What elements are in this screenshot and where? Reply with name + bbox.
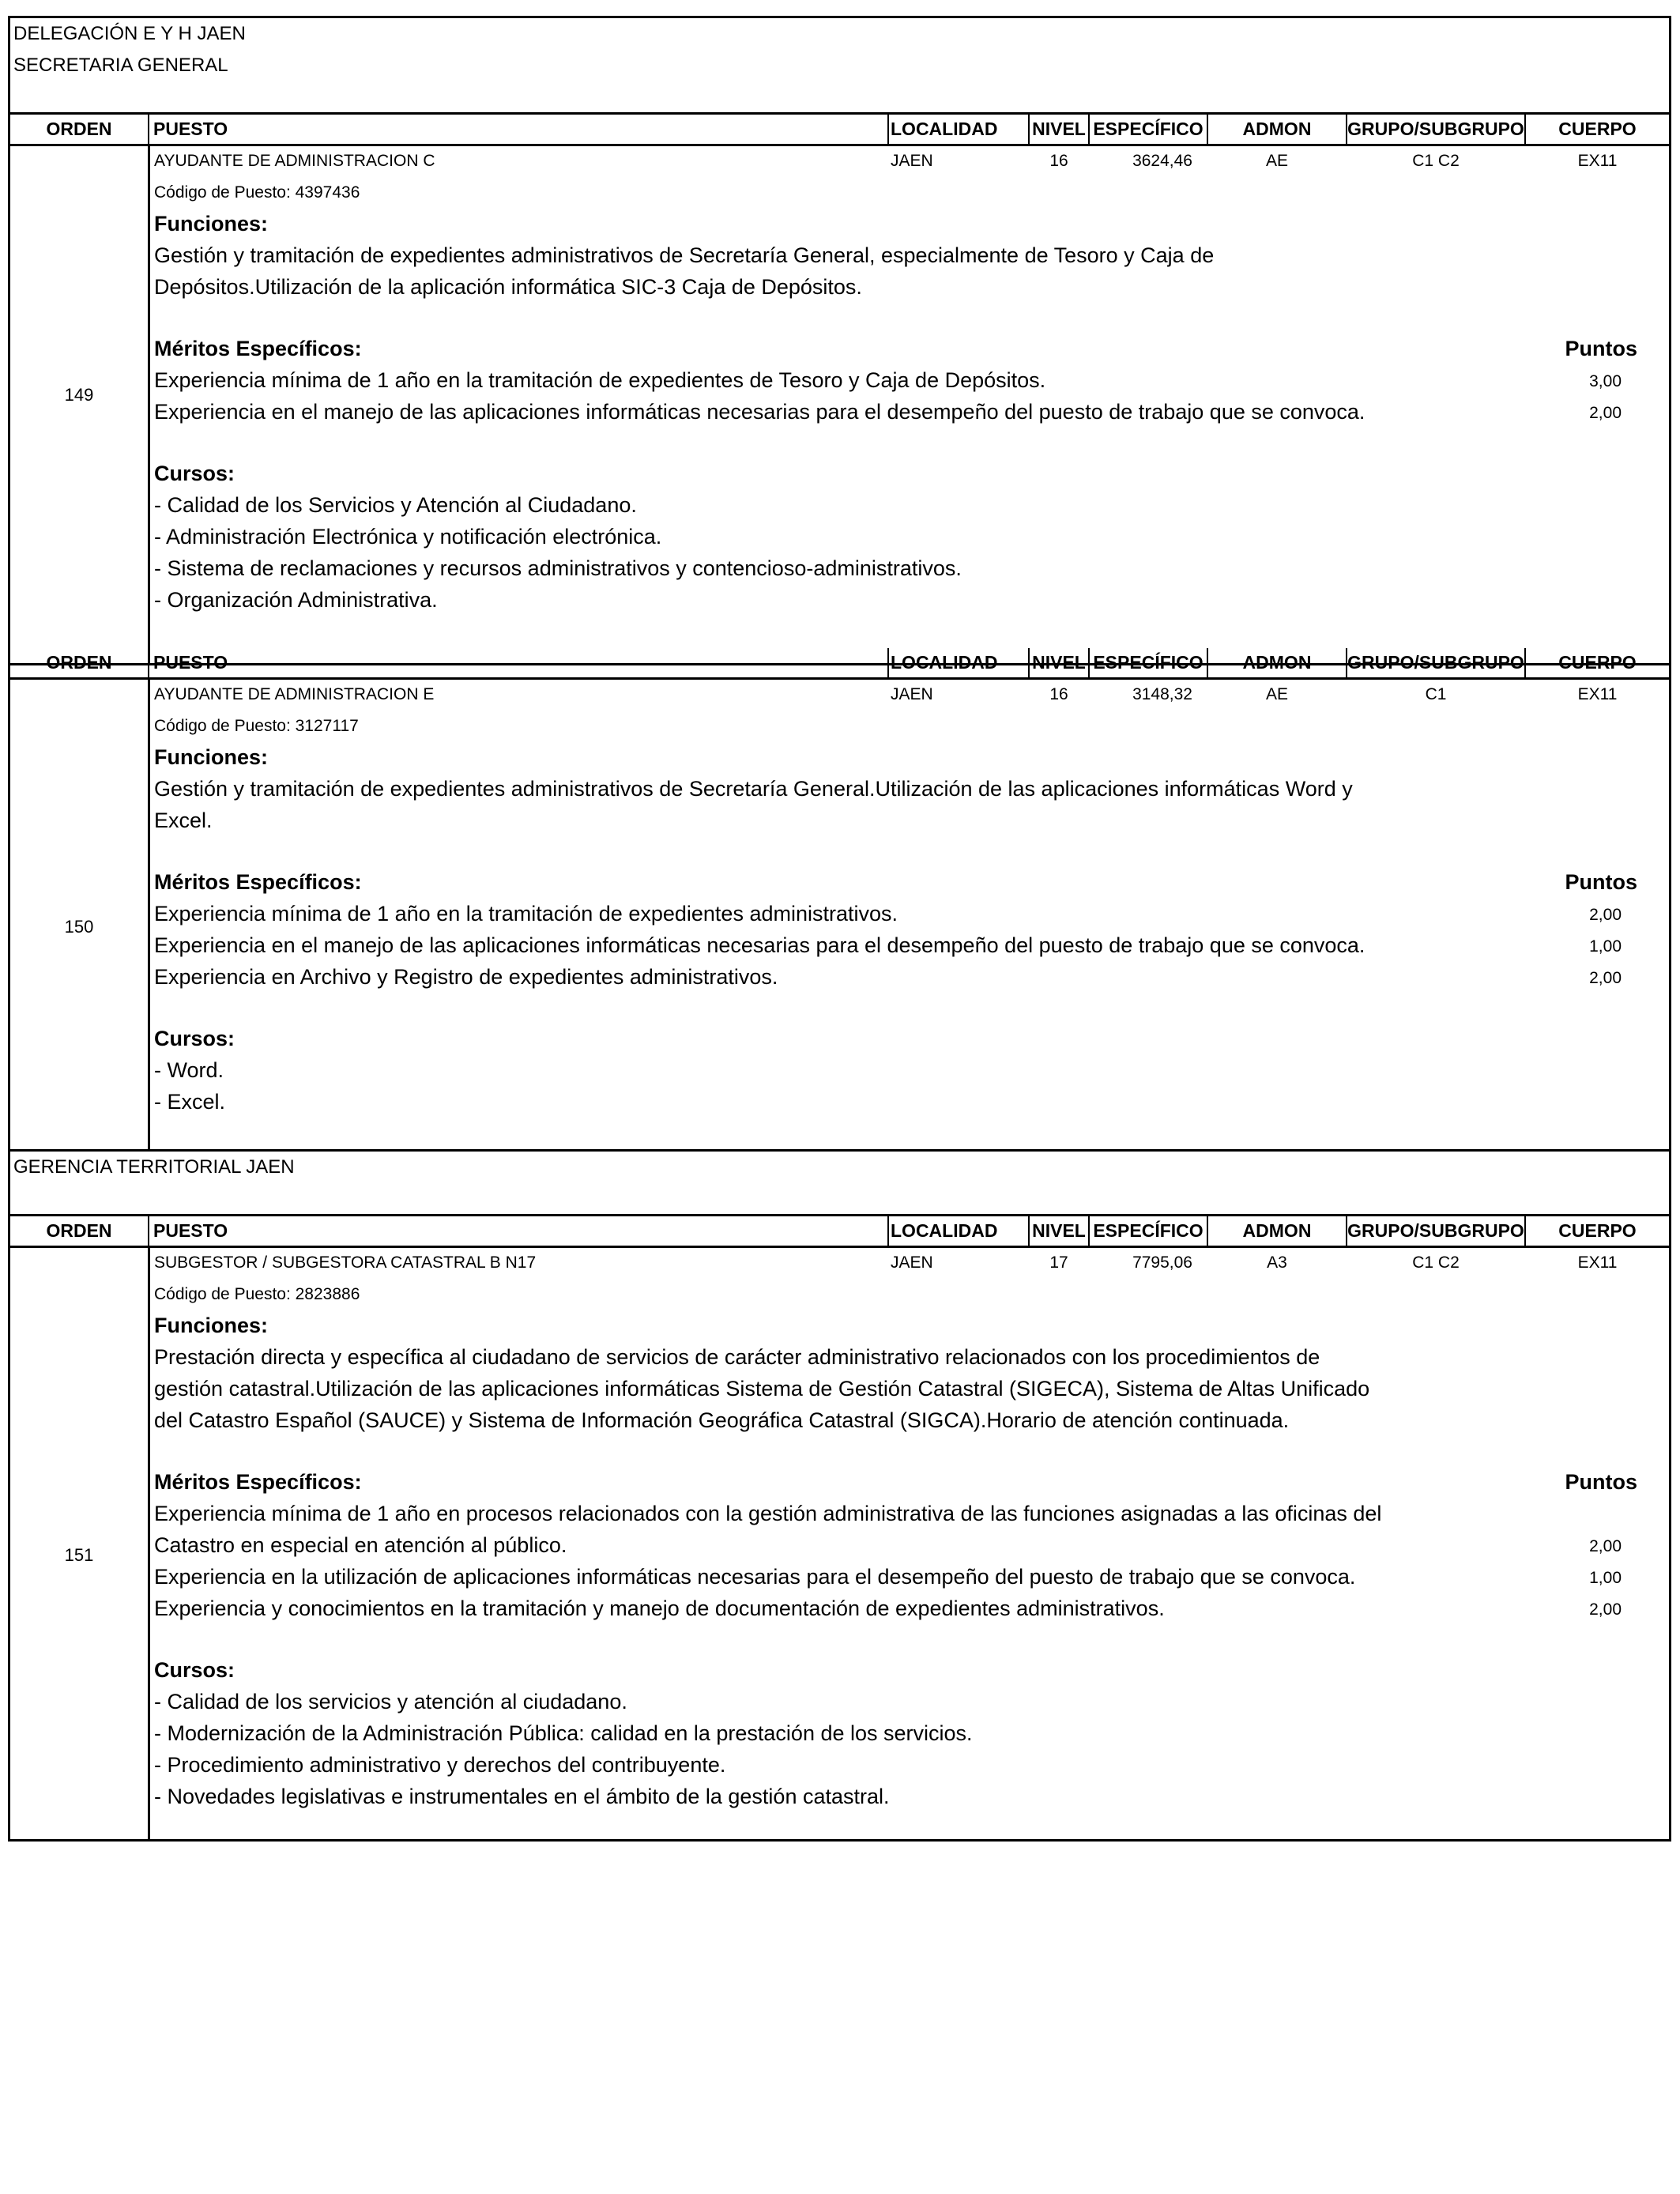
col-cuerpo: CUERPO xyxy=(1558,1220,1637,1241)
col-puesto: PUESTO xyxy=(153,119,228,139)
merito-points: 3,00 xyxy=(1589,372,1622,390)
curso-item: - Modernización de la Administración Pública: calidad en la prestación de los servicios. xyxy=(154,1721,973,1745)
merito-line: Experiencia en el manejo de las aplicaciones informáticas necesarias para el desempeño del puesto de trabajo que se convoca. xyxy=(154,400,1365,424)
col-localidad: LOCALIDAD xyxy=(891,119,998,139)
grupo-value: C1 C2 xyxy=(1412,152,1460,170)
funciones-line: Gestión y tramitación de expedientes administrativos de Secretaría General.Utilización de las aplicaciones informáticas Word y xyxy=(154,777,1353,801)
col-especifico: ESPECÍFICO xyxy=(1093,1220,1203,1241)
col-orden: ORDEN xyxy=(46,1220,112,1241)
merito-points: 2,00 xyxy=(1589,1537,1622,1555)
col-orden: ORDEN xyxy=(46,119,112,139)
especifico-value: 3148,32 xyxy=(1132,685,1192,703)
especifico-value: 7795,06 xyxy=(1132,1253,1192,1272)
localidad-value: JAEN xyxy=(891,685,933,703)
col-admon: ADMON xyxy=(1242,119,1312,139)
nivel-value: 17 xyxy=(1049,1253,1068,1272)
puesto-name: AYUDANTE DE ADMINISTRACION E xyxy=(154,685,435,703)
col-cuerpo: CUERPO xyxy=(1558,652,1637,673)
curso-item: - Word. xyxy=(154,1058,224,1082)
funciones-label: Funciones: xyxy=(154,745,269,769)
puntos-label: Puntos xyxy=(1565,870,1637,894)
cuerpo-value: EX11 xyxy=(1577,685,1618,703)
cursos-label: Cursos: xyxy=(154,1027,235,1050)
merito-line: Experiencia mínima de 1 año en la tramitación de expedientes administrativos. xyxy=(154,902,898,925)
orden-number: 150 xyxy=(64,917,94,937)
table-row xyxy=(10,1248,1669,1839)
grupo-value: C1 C2 xyxy=(1412,1253,1460,1272)
cuerpo-value: EX11 xyxy=(1577,1253,1618,1272)
document-table xyxy=(8,16,1671,1842)
nivel-value: 16 xyxy=(1049,685,1068,703)
col-grupo: GRUPO/SUBGRUPO xyxy=(1347,1220,1524,1241)
col-grupo: GRUPO/SUBGRUPO xyxy=(1347,652,1524,673)
curso-item: - Administración Electrónica y notificación electrónica. xyxy=(154,525,662,548)
merito-line: Experiencia y conocimientos en la tramitación y manejo de documentación de expedientes administrativos. xyxy=(154,1596,1165,1620)
merito-points: 2,00 xyxy=(1589,404,1622,422)
table-row xyxy=(10,146,1669,665)
merito-points: 2,00 xyxy=(1589,1600,1622,1619)
col-nivel: NIVEL xyxy=(1032,652,1086,673)
puntos-label: Puntos xyxy=(1565,337,1637,360)
funciones-line: gestión catastral.Utilización de las aplicaciones informáticas Sistema de Gestión Catastral (SIGECA), Sistema de Altas Unificado xyxy=(154,1377,1370,1400)
grupo-value: C1 xyxy=(1425,685,1447,703)
col-admon: ADMON xyxy=(1242,1220,1312,1241)
col-puesto: PUESTO xyxy=(153,1220,228,1241)
merito-points: 2,00 xyxy=(1589,969,1622,987)
funciones-line: Depósitos.Utilización de la aplicación informática SIC-3 Caja de Depósitos. xyxy=(154,275,862,299)
puesto-name: AYUDANTE DE ADMINISTRACION C xyxy=(154,152,435,170)
merito-points: 1,00 xyxy=(1589,937,1622,956)
funciones-label: Funciones: xyxy=(154,212,269,236)
merito-line: Catastro en especial en atención al público. xyxy=(154,1533,567,1557)
col-localidad: LOCALIDAD xyxy=(891,652,998,673)
puntos-label: Puntos xyxy=(1565,1470,1637,1494)
curso-item: - Calidad de los Servicios y Atención al Ciudadano. xyxy=(154,493,637,517)
col-puesto: PUESTO xyxy=(153,652,228,673)
funciones-line: Gestión y tramitación de expedientes administrativos de Secretaría General, especialmente de Tesoro y Caja de xyxy=(154,243,1215,267)
cuerpo-value: EX11 xyxy=(1577,152,1618,170)
col-admon: ADMON xyxy=(1242,652,1312,673)
curso-item: - Calidad de los servicios y atención al ciudadano. xyxy=(154,1690,627,1713)
codigo-puesto: Código de Puesto: 3127117 xyxy=(154,717,359,735)
curso-item: - Sistema de reclamaciones y recursos administrativos y contencioso-administrativos. xyxy=(154,556,962,580)
merito-line: Experiencia en Archivo y Registro de expedientes administrativos. xyxy=(154,965,778,989)
codigo-puesto: Código de Puesto: 4397436 xyxy=(154,183,360,202)
col-localidad: LOCALIDAD xyxy=(891,1220,998,1241)
puesto-name: SUBGESTOR / SUBGESTORA CATASTRAL B N17 xyxy=(154,1253,537,1272)
codigo-puesto: Código de Puesto: 2823886 xyxy=(154,1285,360,1303)
col-grupo: GRUPO/SUBGRUPO xyxy=(1347,119,1524,139)
orden-number: 151 xyxy=(64,1545,94,1565)
curso-item: - Excel. xyxy=(154,1090,226,1114)
localidad-value: JAEN xyxy=(891,1253,933,1272)
merito-line: Experiencia en el manejo de las aplicaciones informáticas necesarias para el desempeño del puesto de trabajo que se convoca. xyxy=(154,933,1365,957)
section-title-gerencia: GERENCIA TERRITORIAL JAEN xyxy=(13,1156,295,1178)
col-orden: ORDEN xyxy=(46,652,112,673)
merito-points: 2,00 xyxy=(1589,906,1622,924)
cursos-label: Cursos: xyxy=(154,1658,235,1682)
curso-item: - Organización Administrativa. xyxy=(154,588,438,612)
admon-value: AE xyxy=(1265,152,1288,170)
cursos-label: Cursos: xyxy=(154,462,235,485)
especifico-value: 3624,46 xyxy=(1132,152,1192,170)
meritos-label: Méritos Específicos: xyxy=(154,870,362,894)
curso-item: - Novedades legislativas e instrumentales en el ámbito de la gestión catastral. xyxy=(154,1785,890,1808)
table-row xyxy=(10,680,1669,1152)
orden-number: 149 xyxy=(64,385,94,405)
section-title-delegacion: DELEGACIÓN E Y H JAEN xyxy=(13,23,246,44)
column-header-row xyxy=(10,115,1669,146)
funciones-line: Prestación directa y específica al ciudadano de servicios de carácter administrativo relacionados con los procedimientos de xyxy=(154,1345,1320,1369)
admon-value: A3 xyxy=(1267,1253,1287,1272)
section-header-gerencia xyxy=(10,1152,1669,1216)
col-especifico: ESPECÍFICO xyxy=(1093,119,1203,139)
col-especifico: ESPECÍFICO xyxy=(1093,652,1203,673)
funciones-line: Excel. xyxy=(154,809,213,832)
merito-line: Experiencia mínima de 1 año en procesos relacionados con la gestión administrativa de las funciones asignadas a las oficinas del xyxy=(154,1502,1382,1525)
admon-value: AE xyxy=(1265,685,1288,703)
curso-item: - Procedimiento administrativo y derechos del contribuyente. xyxy=(154,1753,726,1777)
merito-line: Experiencia en la utilización de aplicaciones informáticas necesarias para el desempeño del puesto de trabajo que se convoca. xyxy=(154,1565,1356,1589)
col-cuerpo: CUERPO xyxy=(1558,119,1637,139)
meritos-label: Méritos Específicos: xyxy=(154,337,362,360)
column-header-row xyxy=(10,1216,1669,1248)
merito-points: 1,00 xyxy=(1589,1569,1622,1587)
col-nivel: NIVEL xyxy=(1032,119,1086,139)
funciones-line: del Catastro Español (SAUCE) y Sistema de Información Geográfica Catastral (SIGCA).Horario de atención continuada. xyxy=(154,1408,1290,1432)
merito-line: Experiencia mínima de 1 año en la tramitación de expedientes de Tesoro y Caja de Depósitos. xyxy=(154,368,1046,392)
nivel-value: 16 xyxy=(1049,152,1068,170)
section-title-secretaria: SECRETARIA GENERAL xyxy=(13,55,228,76)
meritos-label: Méritos Específicos: xyxy=(154,1470,362,1494)
funciones-label: Funciones: xyxy=(154,1314,269,1337)
col-nivel: NIVEL xyxy=(1032,1220,1086,1241)
column-header-row xyxy=(10,648,1669,680)
section-header-delegacion xyxy=(10,18,1669,115)
localidad-value: JAEN xyxy=(891,152,933,170)
